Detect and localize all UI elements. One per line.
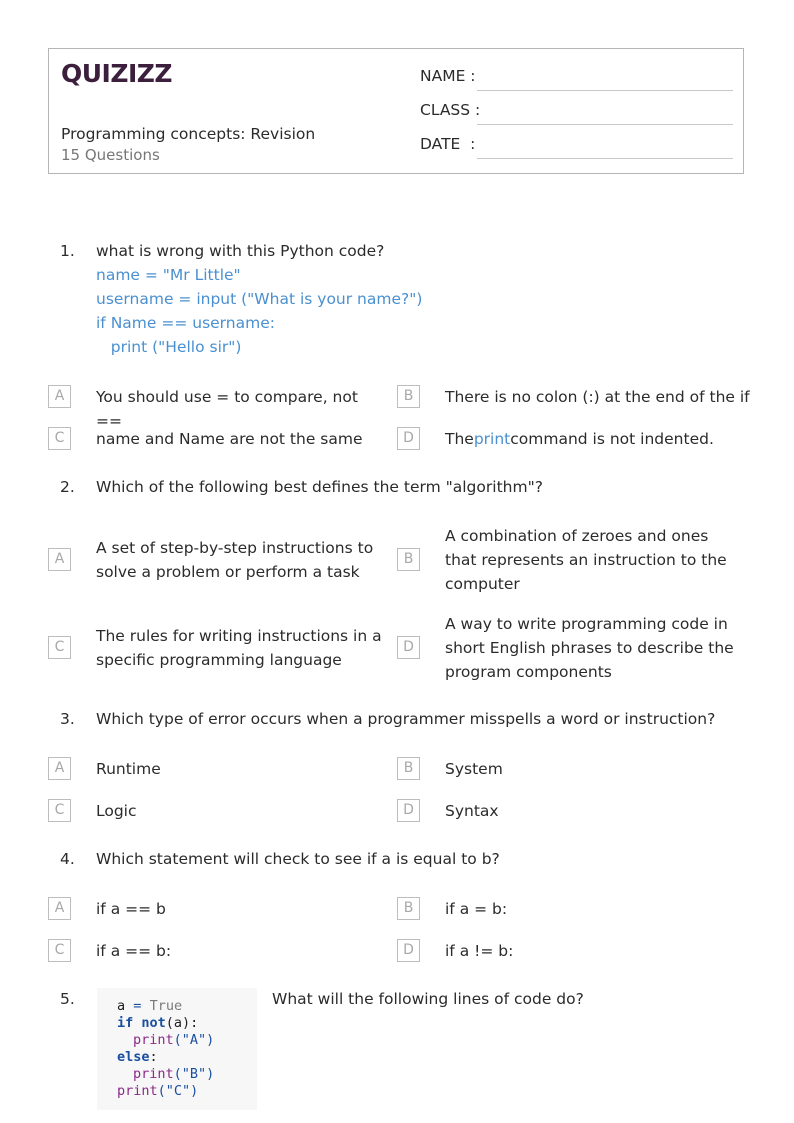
q3-option-c-box[interactable]: C [48,799,71,822]
question-2-text: Which of the following best defines the term "algorithm"? [96,478,543,496]
q2-option-d-text: A way to write programming code in short English phrases to describe the program components [445,615,734,681]
class-label: CLASS : [420,101,481,119]
q1-option-d-after: command is not indented. [510,430,714,448]
q3-option-d-text: Syntax [445,802,499,820]
date-field[interactable] [420,135,733,159]
q3-option-a-box[interactable]: A [48,757,71,780]
question-1-number: 1. [60,242,75,260]
question-2-number: 2. [60,478,75,496]
question-3-text: Which type of error occurs when a programmer misspells a word or instruction? [96,710,716,728]
question-5-code-image [97,988,257,1110]
class-line [477,124,733,125]
name-line [477,90,733,91]
name-field[interactable] [420,67,733,91]
q2-option-d-box[interactable]: D [397,636,420,659]
q1-option-d-code: print [473,430,511,448]
question-1-code-line-3: if Name == username: [96,314,275,332]
q3-option-d-box[interactable]: D [397,799,420,822]
q4-option-d-text: if a != b: [445,942,514,960]
q1-option-c-box[interactable]: C [48,427,71,450]
question-1-text: what is wrong with this Python code? [96,242,385,260]
q2-option-a-text: A set of step-by-step instructions to solve a problem or perform a task [96,539,374,581]
q4-option-c-box[interactable]: C [48,939,71,962]
code-line-1: a = True [117,998,183,1014]
worksheet-title: Programming concepts: Revision [61,125,316,143]
q1-option-d-text [445,427,745,451]
question-1-code-line-2: username = input ("What is your name?") [96,290,423,308]
q4-option-a-box[interactable]: A [48,897,71,920]
name-label: NAME : [420,67,476,85]
q1-option-a-box[interactable]: A [48,385,71,408]
q1-option-c-text: name and Name are not the same [96,430,363,448]
date-label: DATE : [420,135,476,153]
q2-option-a-box[interactable]: A [48,548,71,571]
q1-option-b-box[interactable]: B [397,385,420,408]
question-1-code-line-4: print ("Hello sir") [96,338,242,356]
q2-option-c-text: The rules for writing instructions in a specific programming language [96,627,382,669]
code-line-2: if not(a): [117,1015,199,1031]
q1-option-b-text: There is no colon (:) at the end of the if [445,388,750,406]
class-field[interactable] [420,101,733,125]
q4-option-a-text: if a == b [96,900,166,918]
q1-option-d-before: The [445,430,474,448]
q4-option-b-box[interactable]: B [397,897,420,920]
question-4-text: Which statement will check to see if a is equal to b? [96,850,500,868]
question-5-text: What will the following lines of code do? [272,990,584,1008]
code-line-5: print("B") [133,1066,215,1082]
q3-option-a-text: Runtime [96,760,161,778]
date-line [477,158,733,159]
q1-option-a-text: You should use = to compare, not == [96,388,358,430]
q4-option-d-box[interactable]: D [397,939,420,962]
question-1-code-line-1: name = "Mr Little" [96,266,241,284]
code-line-6: print("C") [117,1083,199,1099]
quizizz-logo: QUIZIZZ [61,59,173,88]
code-line-3: print("A") [133,1032,215,1048]
question-5-number: 5. [60,990,75,1008]
q2-option-b-text: A combination of zeroes and ones that represents an instruction to the computer [445,527,727,593]
q4-option-c-text: if a == b: [96,942,172,960]
question-4-number: 4. [60,850,75,868]
q2-option-c-box[interactable]: C [48,636,71,659]
q4-option-b-text: if a = b: [445,900,508,918]
q1-option-d-box[interactable]: D [397,427,420,450]
code-line-4: else: [117,1049,158,1065]
q3-option-c-text: Logic [96,802,137,820]
worksheet-header [48,48,744,174]
question-3-number: 3. [60,710,75,728]
q3-option-b-box[interactable]: B [397,757,420,780]
question-count: 15 Questions [61,146,160,164]
q3-option-b-text: System [445,760,503,778]
q2-option-b-box[interactable]: B [397,548,420,571]
